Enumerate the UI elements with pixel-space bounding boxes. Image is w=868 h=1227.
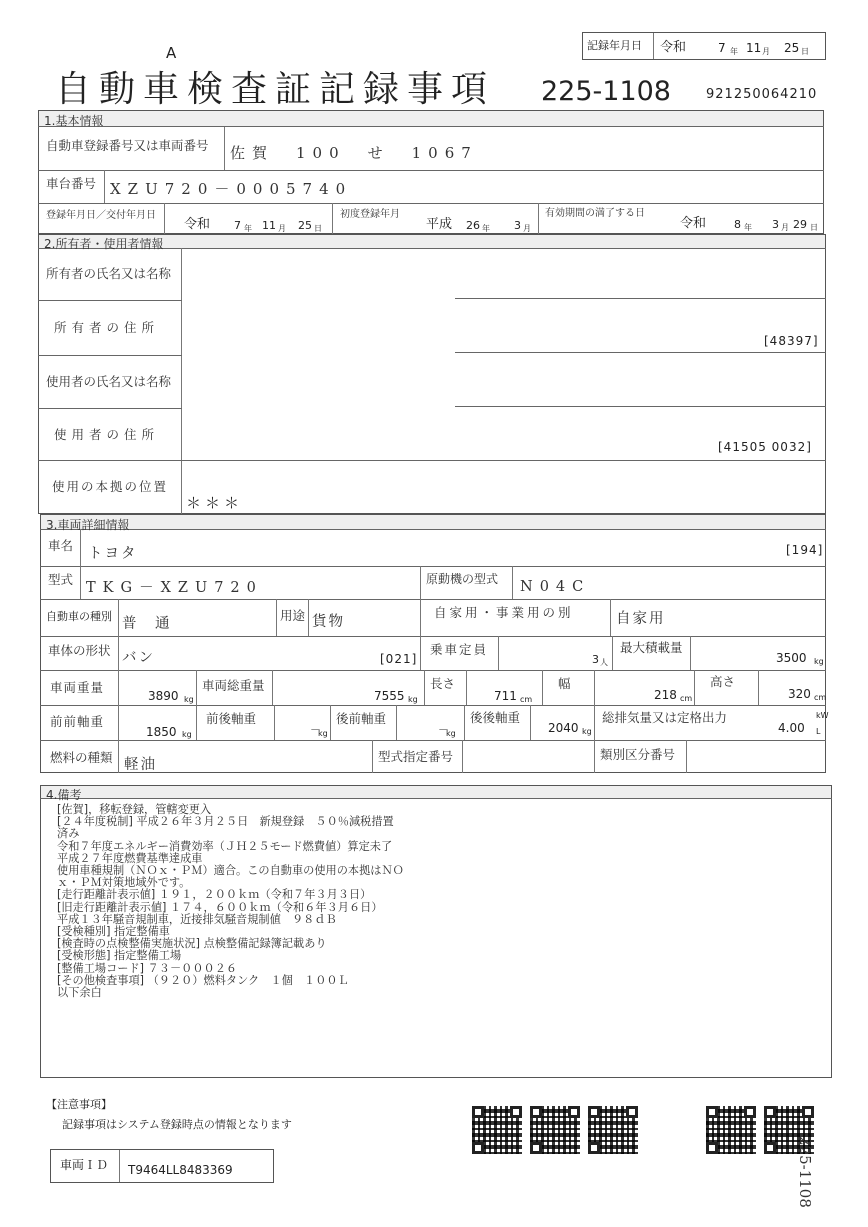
qr-code-1 <box>472 1106 522 1154</box>
remarks-line: ｘ・ＰＭ対策地域外です。 <box>57 876 191 890</box>
private-business-value: 自家用 <box>616 611 666 627</box>
capacity-value: 3 <box>592 653 599 666</box>
owner-address-label: 所有者の住所 <box>54 320 160 335</box>
owner-name-label: 所有者の氏名又は名称 <box>46 266 172 281</box>
rear-rear-axle-value: 2040 <box>548 721 579 735</box>
remarks-text <box>57 804 442 999</box>
handwritten-number: 225-1108 <box>796 1136 814 1208</box>
issue-date-label: 登録年月日／交付年月日 <box>46 210 156 221</box>
car-maker-value: トヨタ <box>88 546 138 562</box>
user-name-label: 使用者の氏名又は名称 <box>46 374 172 389</box>
vehicle-id-value: T9464LL8483369 <box>128 1163 233 1177</box>
car-maker-code: [194] <box>786 543 824 557</box>
document-number: 225-1108 <box>541 76 671 107</box>
private-business-label: 自家用・事業用の別 <box>434 605 574 620</box>
gross-weight-value: 7555 <box>374 689 405 703</box>
fuel-type-value: 軽油 <box>124 757 157 773</box>
section3-title: 3.車両詳細情報 <box>46 518 130 532</box>
registration-number-value: 佐賀 100 せ 1067 <box>230 144 478 162</box>
use-label: 用途 <box>280 608 306 623</box>
engine-model-value: N04C <box>520 579 591 595</box>
notice-text: 記録事項はシステム登録時点の情報となります <box>62 1118 292 1131</box>
height-value: 320 <box>788 687 811 701</box>
displacement-label: 総排気量又は定格出力 <box>602 710 728 725</box>
rear-rear-axle-label: 後後軸重 <box>470 710 521 725</box>
remarks-line: [２４年度税制] 平成２６年３月２５日 新規登録 ５０％減税措置 <box>57 815 394 829</box>
registration-number-label: 自動車登録番号又は車両番号 <box>46 138 209 153</box>
qr-code-4 <box>706 1106 756 1154</box>
vehicle-kind-label: 自動車の種別 <box>46 610 112 623</box>
fuel-type-label: 燃料の種類 <box>50 750 113 765</box>
rear-front-axle-value: － <box>438 723 449 736</box>
remarks-line: 平成１３年騒音規制車，近接排気騒音規制値 ９８ｄＢ <box>57 912 337 926</box>
use-value: 貨物 <box>312 614 345 630</box>
first-registration-label: 初度登録年月 <box>340 209 400 220</box>
vehicle-weight-value: 3890 <box>148 689 179 703</box>
remarks-line: 済み <box>57 827 80 841</box>
record-date-era: 令和 <box>660 40 687 55</box>
owner-code: [48397] <box>764 334 819 348</box>
section1-title: 1.基本情報 <box>44 114 104 128</box>
front-rear-axle-value: － <box>310 723 321 736</box>
remarks-line: [受検種別] 指定整備車 <box>57 925 170 939</box>
section4-title: 4.備考 <box>46 788 82 802</box>
body-shape-label: 車体の形状 <box>48 643 111 658</box>
capacity-label: 乗車定員 <box>430 642 489 657</box>
first-registration-era: 平成 <box>426 217 453 232</box>
user-code: [41505 0032] <box>718 440 812 454</box>
remarks-line: [佐賀]，移転登録，管轄変更入 <box>57 803 212 816</box>
qr-code-3 <box>588 1106 638 1154</box>
gross-weight-label: 車両総重量 <box>202 678 265 693</box>
expiry-date-label: 有効期間の満了する日 <box>545 208 645 219</box>
vehicle-weight-label: 車両重量 <box>50 680 105 695</box>
max-load-value: 3500 <box>776 651 807 665</box>
chassis-number-label: 車台番号 <box>46 176 97 191</box>
notice-title: 【注意事項】 <box>46 1098 112 1111</box>
expiry-date-era: 令和 <box>680 216 707 231</box>
chassis-number-value: XZU720－0005740 <box>110 180 353 198</box>
user-address-label: 使用者の住所 <box>54 427 160 442</box>
section2-title: 2.所有者・使用者情報 <box>44 237 164 251</box>
issue-date-era: 令和 <box>184 217 211 232</box>
displacement-value: 4.00 <box>778 721 805 735</box>
rear-front-axle-label: 後前軸重 <box>336 711 387 726</box>
remarks-line: [整備工場コード] ７３－０００２６ <box>57 961 238 975</box>
vehicle-kind-value: 普 通 <box>122 616 172 632</box>
width-label: 幅 <box>558 676 571 691</box>
engine-model-label: 原動機の型式 <box>426 572 499 586</box>
model-label: 型式 <box>48 572 74 587</box>
front-front-axle-label: 前前軸重 <box>50 714 105 729</box>
base-location-value: ＊＊＊ <box>186 494 244 512</box>
record-date-label: 記録年月日 <box>587 39 642 52</box>
remarks-line: 令和７年度エネルギー消費効率（ＪＨ２５モード燃費値）算定未了 <box>57 839 393 853</box>
car-maker-label: 車名 <box>48 538 74 553</box>
length-label: 長さ <box>430 676 456 691</box>
remarks-line: 平成２７年度燃費基準達成車 <box>57 851 203 865</box>
remarks-line: [その他検査事項] （９２０）燃料タンク １個 １００Ｌ <box>57 973 349 987</box>
classification-label: 類別区分番号 <box>600 747 676 762</box>
remarks-line: [旧走行距離計表示値] １７４，６００ｋｍ（令和６年３月６日） <box>57 900 383 914</box>
document-serial: 921250064210 <box>706 87 818 102</box>
vehicle-id-label: 車両ＩＤ <box>60 1158 109 1172</box>
remarks-line: 使用車種規制（ＮＯｘ・ＰＭ）適合。この自動車の使用の本拠はＮＯ <box>57 864 404 878</box>
document-title: 自動車検査証記録事項 <box>55 69 496 110</box>
form-mark: A <box>166 44 177 62</box>
max-load-label: 最大積載量 <box>620 640 683 655</box>
front-rear-axle-label: 前後軸重 <box>206 711 257 726</box>
height-label: 高さ <box>710 674 736 689</box>
base-location-label: 使用の本拠の位置 <box>52 479 169 494</box>
type-designation-label: 型式指定番号 <box>378 749 454 764</box>
width-value: 218 <box>654 688 677 702</box>
body-shape-value: バン <box>122 650 155 666</box>
model-value: TKG－XZU720 <box>86 580 263 596</box>
qr-code-2 <box>530 1106 580 1154</box>
remarks-line: [走行距離計表示値] １９１，２００ｋｍ（令和７年３月３日） <box>57 888 372 902</box>
remarks-line: 以下余白 <box>57 986 102 1000</box>
body-shape-code: [021] <box>380 652 418 666</box>
remarks-line: [検査時の点検整備実施状況] 点検整備記録簿記載あり <box>57 937 327 951</box>
remarks-line: [受検形態] 指定整備工場 <box>57 949 182 963</box>
length-value: 711 <box>494 689 517 703</box>
front-front-axle-value: 1850 <box>146 725 177 739</box>
